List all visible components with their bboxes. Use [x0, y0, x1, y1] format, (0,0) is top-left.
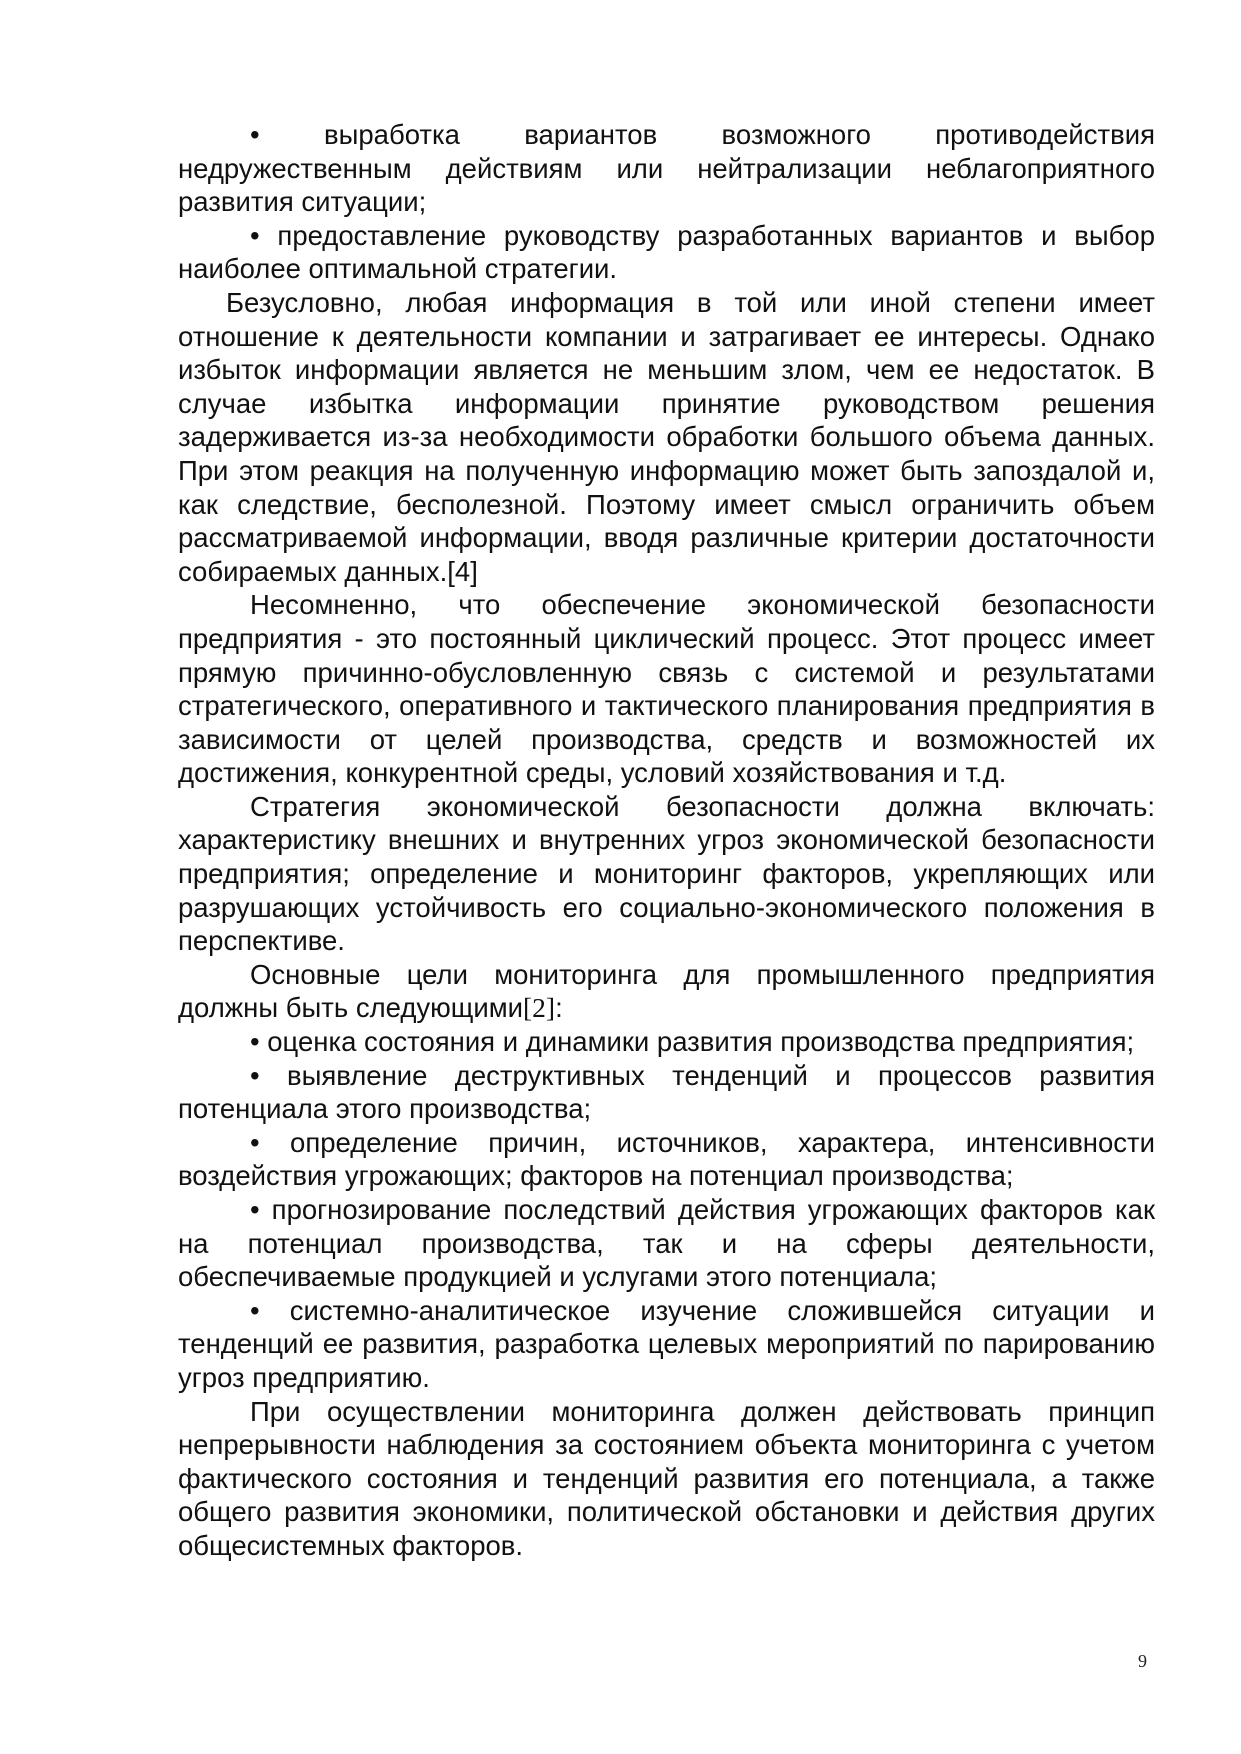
paragraph-monitoring-principle: При осуществлении мониторинга должен действовать принцип непрерывности наблюдения за состоянием объекта мониторинга с учетом фактического состояния и тенденций развития его потенциала, а также общего развития экономики, политической обстановки и действия других общесистемных факторов.	[178, 1395, 1155, 1561]
page-number: 9	[1138, 1651, 1147, 1671]
bullet-state-assessment: • оценка состояния и динамики развития производства предприятия;	[250, 1026, 1135, 1058]
bullet-destructive-trends: • выявление деструктивных тенденций и процессов развития потенциала этого производства;	[178, 1059, 1155, 1125]
bullet-systems-analysis: • системно-аналитическое изучение сложившейся ситуации и тенденций ее развития, разработка целевых мероприятий по парированию угроз предприятию.	[178, 1294, 1155, 1393]
paragraph-information-excess: Безусловно, любая информация в той или иной степени имеет отношение к деятельности компании и затрагивает ее интересы. Однако избыток информации является не меньшим злом, чем ее недостаток. В случае избытка информации принятие руководством решения задерживается из-за необходимости обработки большого объема данных. При этом реакция на полученную информацию может быть запоздалой и, как следствие, бесполезной. Поэтому имеет смысл ограничить объем рассматриваемой информации, вводя различные критерии достаточности собираемых данных.[4]	[178, 286, 1155, 587]
monitoring-goals-colon: :	[555, 992, 563, 1024]
bullet-strategy-selection: • предоставление руководству разработанных вариантов и выбор наиболее оптимальной стратегии.	[178, 219, 1155, 285]
paragraph-security-strategy: Стратегия экономической безопасности должна включать: характеристику внешних и внутренних угроз экономической безопасности предприятия; определение и мониторинг факторов, укрепляющих или разрушающих устойчивость его социально-экономического положения в перспективе.	[178, 790, 1155, 957]
monitoring-goals-text: Основные цели мониторинга для промышленного предприятия должны быть следующими	[178, 958, 1155, 1024]
citation-ref: [2]	[523, 992, 556, 1024]
paragraph-monitoring-goals	[178, 958, 1155, 1025]
paragraph-security-cycle: Несомненно, что обеспечение экономической безопасности предприятия - это постоянный циклический процесс. Этот процесс имеет прямую причинно-обусловленную связь с системой и результатами стратегического, оперативного и тактического планирования предприятия в зависимости от целей производства, средств и возможностей их достижения, конкурентной среды, условий хозяйствования и т.д.	[178, 589, 1155, 789]
bullet-counteraction-options: • выработка вариантов возможного противодействия недружественным действиям или нейтрализации неблагоприятного развития ситуации;	[178, 119, 1155, 218]
bullet-threat-causes: • определение причин, источников, характера, интенсивности воздействия угрожающих; факторов на потенциал производства;	[178, 1126, 1155, 1192]
document-body	[178, 118, 1155, 1563]
bullet-consequence-forecast: • прогнозирование последствий действия угрожающих факторов как на потенциал производства, так и на сферы деятельности, обеспечиваемые продукцией и услугами этого потенциала;	[178, 1194, 1155, 1293]
